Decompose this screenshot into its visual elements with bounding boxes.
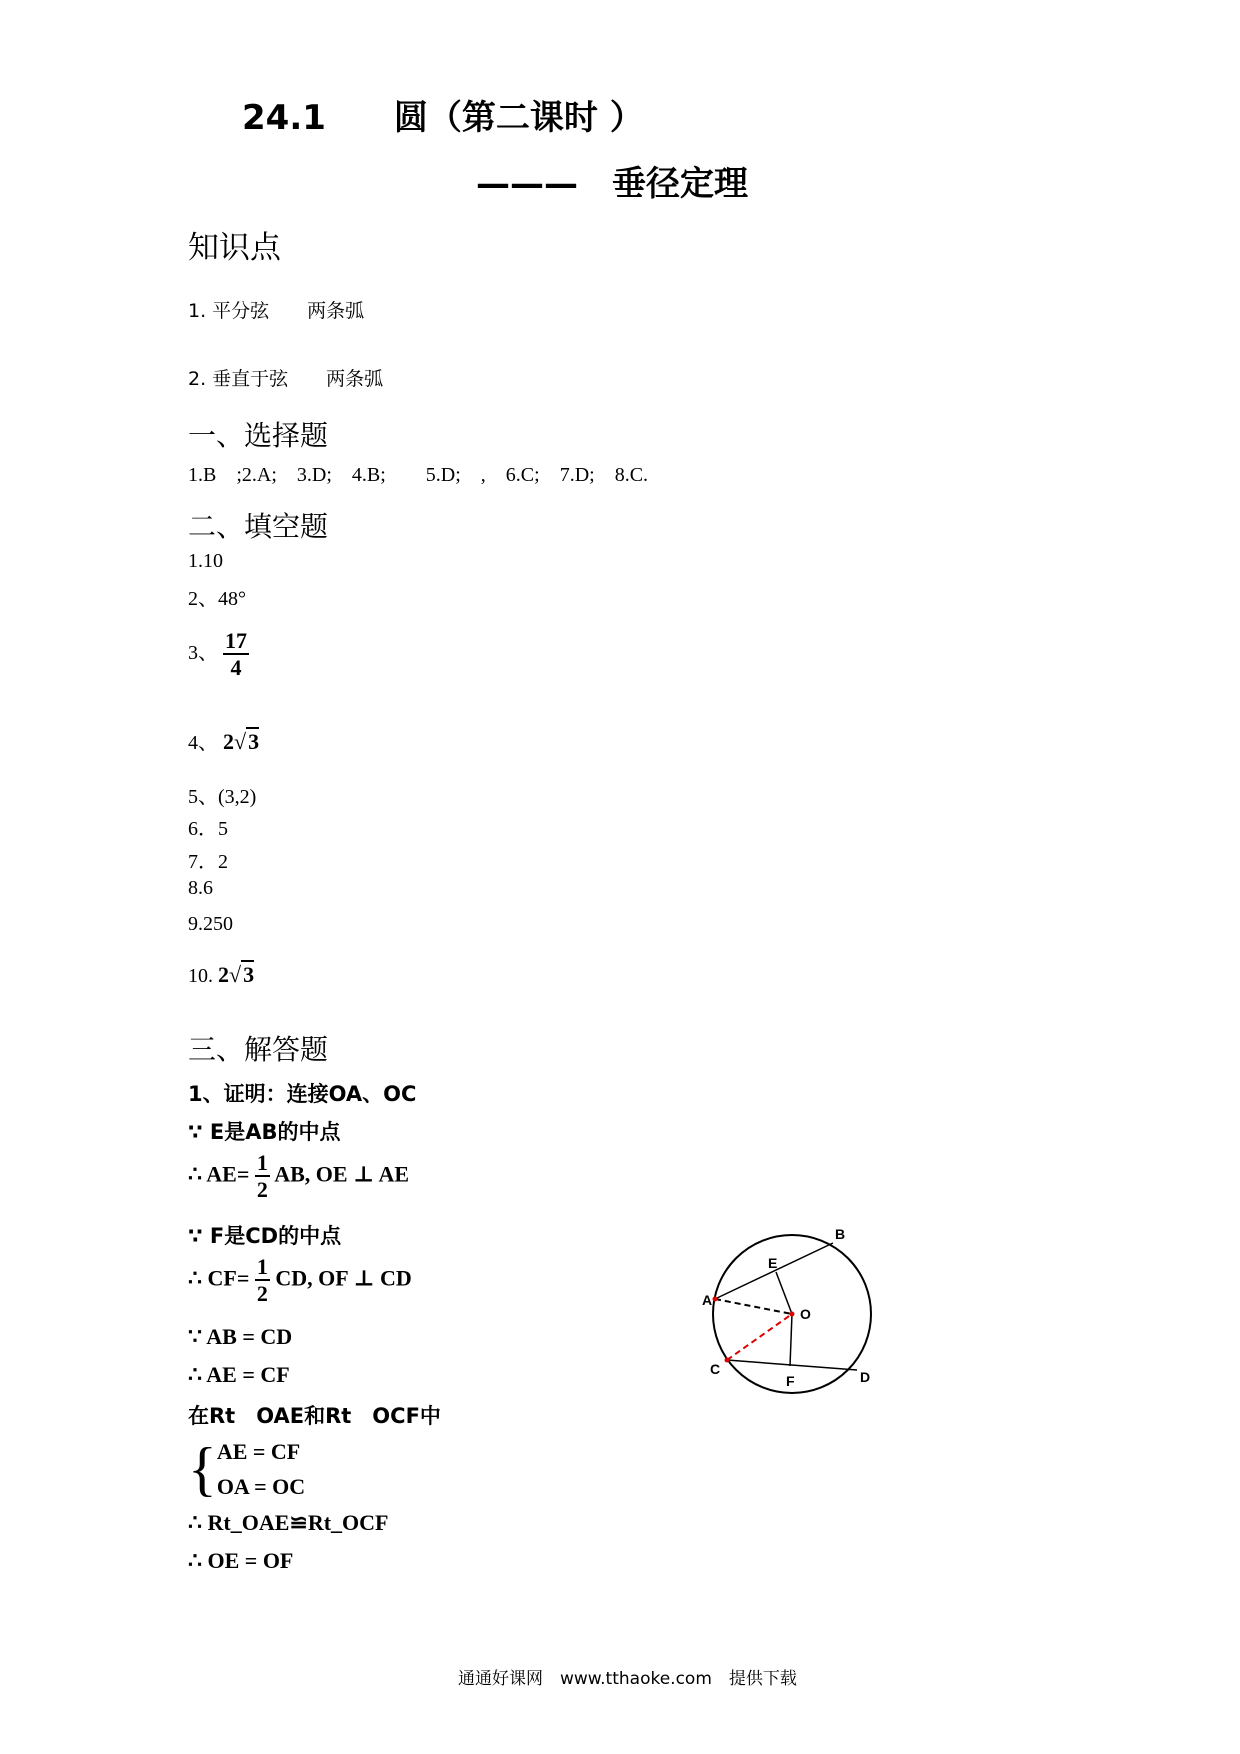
sqrt-coefficient: 2 [218,962,229,987]
fraction-numerator: 17 [223,628,249,655]
left-brace: { [188,1436,217,1503]
fraction-numerator: 1 [255,1254,270,1281]
fill-answer-10: 10. 2√3 [188,962,255,987]
system-line-2: OA = OC [216,1474,306,1500]
fill-answer-9: 9.250 [188,913,233,935]
segment-oa [715,1299,792,1314]
fill-answer-1: 1.10 [188,550,223,572]
label-b: B [835,1226,846,1242]
fill-answer-10-prefix: 10. [188,965,213,987]
label-d: D [860,1369,871,1385]
proof-line-5-prefix: ∴ CF= [188,1265,250,1291]
proof-line-1: 1、证明：连接OA、OC [188,1082,417,1106]
label-a: A [702,1292,713,1308]
sqrt-coefficient: 2 [223,729,234,754]
fraction [223,628,249,681]
fraction-numerator: 1 [255,1150,270,1177]
sqrt-radicand: 3 [248,729,260,754]
page-title: 24.1 圆（第二课时 ） [242,98,644,138]
chord-cd [727,1360,857,1370]
fraction-denominator: 2 [256,1177,268,1203]
proof-line-10: ∴ OE = OF [188,1548,294,1573]
fraction [255,1150,270,1203]
fill-answer-2: 2、48° [188,588,246,610]
chord-ab [715,1243,833,1299]
proof-line-3-suffix: AB, OE ⊥ AE [274,1161,410,1187]
proof-line-4: ∵ F是CD的中点 [188,1224,342,1248]
label-e: E [768,1255,778,1271]
proof-line-5 [188,1254,412,1307]
equation-system [188,1434,305,1504]
label-o: O [800,1306,811,1322]
page-subtitle: ——— 垂径定理 [476,164,748,204]
label-f: F [786,1373,795,1389]
sqrt-radicand: 3 [243,962,255,987]
proof-line-5-suffix: CD, OF ⊥ CD [275,1265,412,1291]
fill-answer-3 [188,628,249,681]
choice-answers: 1.B ;2.A; 3.D; 4.B; 5.D; , 6.C; 7.D; 8.C. [188,464,649,486]
label-c: C [710,1361,721,1377]
fraction-denominator: 4 [230,655,242,681]
proof-line-2: ∵ E是AB的中点 [188,1120,341,1144]
proof-line-9: ∴ Rt_OAE≌Rt_OCF [188,1510,389,1535]
segment-of [790,1314,792,1366]
fill-answer-4-prefix: 4、 [188,732,218,754]
solve-heading: 三、解答题 [188,1033,329,1066]
point-o [790,1312,795,1317]
fraction [255,1254,270,1307]
knowledge-heading: 知识点 [188,230,281,266]
proof-line-3 [188,1150,409,1203]
proof-line-8: 在Rt OAE和Rt OCF中 [188,1404,441,1428]
point-a [713,1297,718,1302]
fill-answer-6: 6．5 [188,818,228,840]
system-line-1: AE = CF [216,1439,301,1464]
fill-heading: 二、填空题 [188,510,329,543]
proof-line-7: ∴ AE = CF [188,1362,290,1387]
fill-answer-3-prefix: 3、 [188,641,218,664]
fill-answer-8: 8.6 [188,877,213,899]
choice-heading: 一、选择题 [188,419,329,452]
segment-oc [727,1314,792,1360]
proof-line-6: ∵ AB = CD [188,1324,293,1349]
footer: 通通好课网 www.tthaoke.com 提供下载 [458,1669,797,1689]
circle-diagram [680,1215,900,1415]
segment-oe [776,1272,792,1314]
fill-answer-7: 7．2 [188,851,228,873]
fill-answer-4: 4、 2√3 [188,729,260,754]
proof-line-3-prefix: ∴ AE= [188,1161,250,1187]
knowledge-item-1: 1. 平分弦 两条弧 [188,300,365,322]
point-c [725,1358,730,1363]
knowledge-item-2: 2. 垂直于弦 两条弧 [188,368,384,390]
fraction-denominator: 2 [256,1281,268,1307]
fill-answer-5: 5、(3,2) [188,786,257,808]
